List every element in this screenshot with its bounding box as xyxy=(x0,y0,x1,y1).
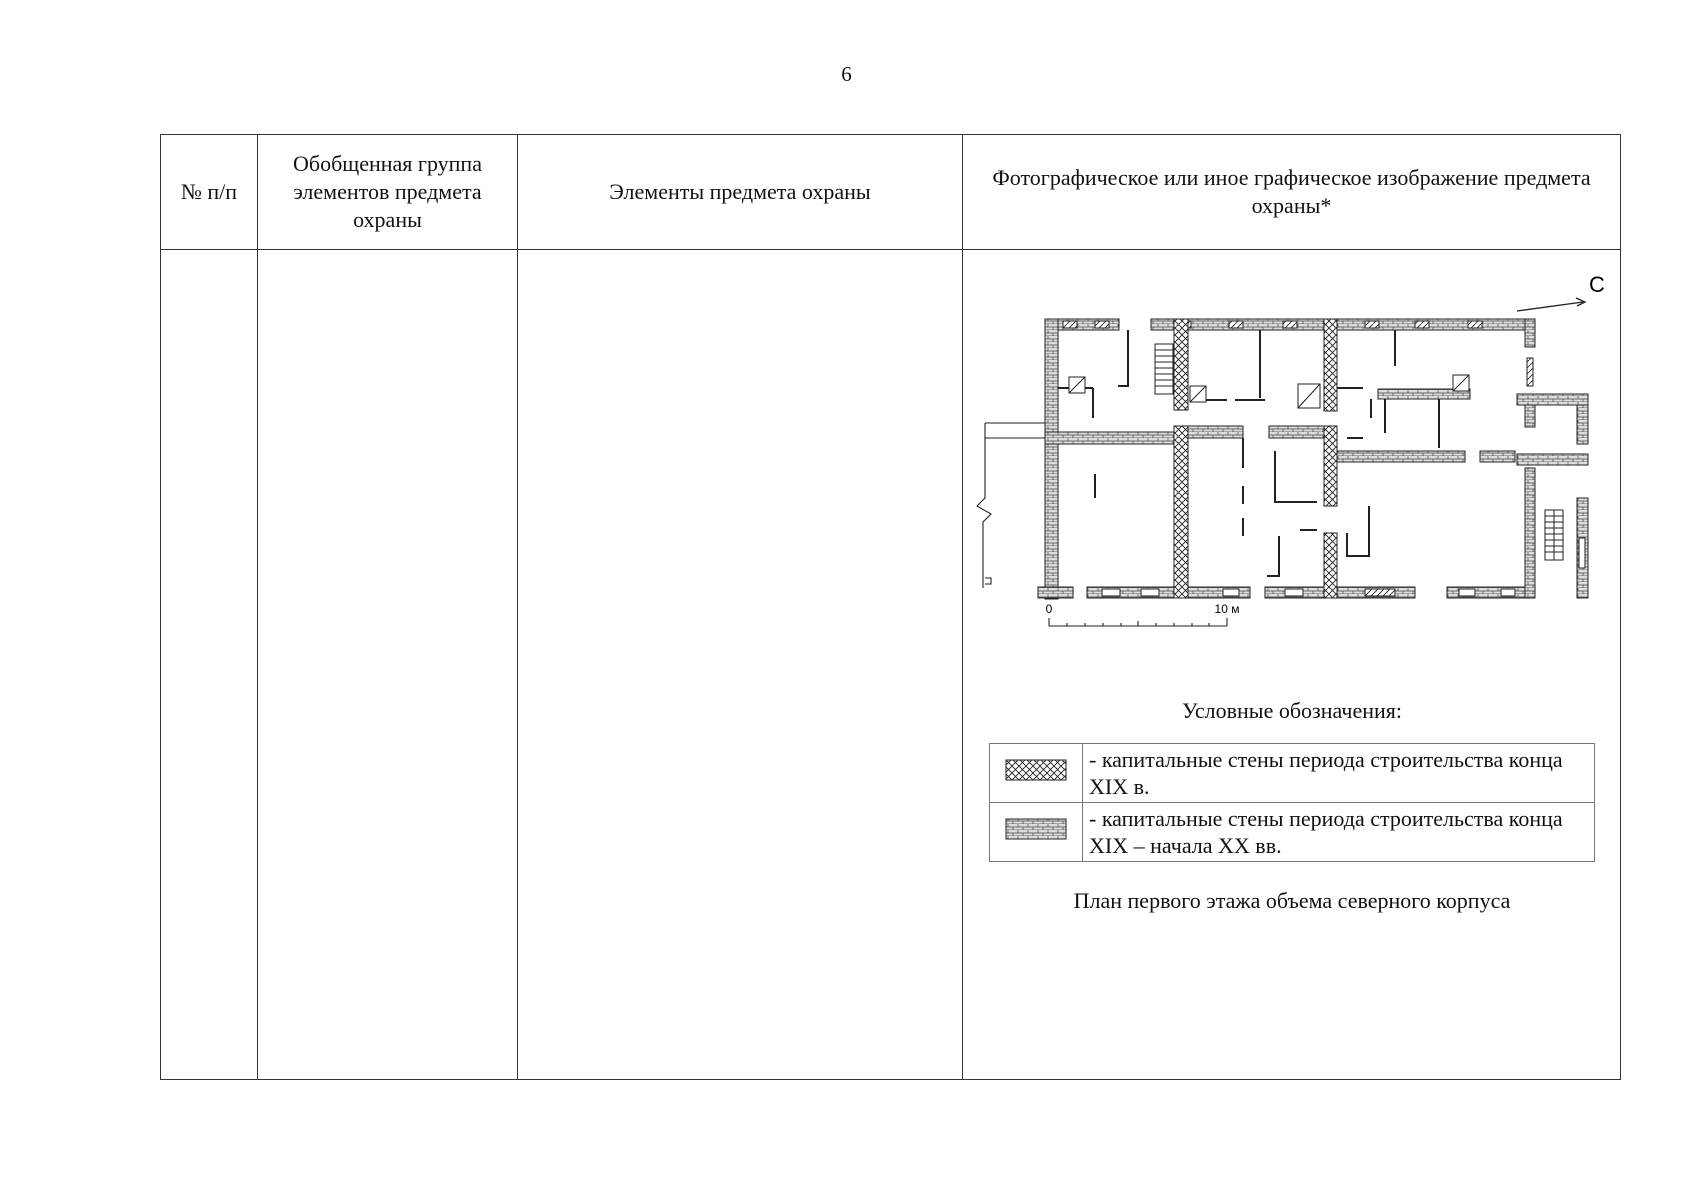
legend-text: - капитальные стены периода строительства конца XIX в. xyxy=(1083,744,1595,803)
header-element-group: Обобщенная группа элементов предмета охраны xyxy=(258,135,518,250)
north-arrow-icon xyxy=(1517,298,1585,311)
header-elements: Элементы предмета охраны xyxy=(518,135,963,250)
legend-row xyxy=(990,803,1595,862)
plan-caption: План первого этажа объема северного корпуса xyxy=(1073,888,1511,913)
table-row xyxy=(161,250,1621,1080)
legend-title: Условные обозначения: xyxy=(1181,698,1403,723)
floor-plan-drawing xyxy=(965,258,1619,658)
crosshatch-swatch-icon xyxy=(1005,759,1067,781)
cell-number xyxy=(161,250,258,1080)
cell-image xyxy=(963,250,1621,1080)
cell-element-group xyxy=(258,250,518,1080)
crosshatch-walls xyxy=(1174,319,1337,598)
adjoining-building xyxy=(977,423,1045,588)
header-image: Фотографическое или иное графическое изображение предмета охраны* xyxy=(963,135,1621,250)
legend-text: - капитальные стены периода строительства конца XIX – начала XX вв. xyxy=(1083,803,1595,862)
protection-subject-table xyxy=(160,134,1621,1080)
cell-elements xyxy=(518,250,963,1080)
scale-bar xyxy=(1049,618,1227,626)
brick-walls xyxy=(1045,389,1515,462)
header-number: № п/п xyxy=(161,135,258,250)
legend-swatch-cell xyxy=(990,744,1083,803)
legend-table xyxy=(989,743,1595,862)
page-number: 6 xyxy=(841,62,852,86)
table-header-row xyxy=(161,135,1621,250)
brick-swatch-icon xyxy=(1005,818,1067,840)
scale-label-end: 10 м xyxy=(1214,602,1240,616)
legend-row xyxy=(990,744,1595,803)
north-label: С xyxy=(1589,272,1605,297)
legend-swatch-cell xyxy=(990,803,1083,862)
scale-label-zero: 0 xyxy=(1045,602,1053,616)
